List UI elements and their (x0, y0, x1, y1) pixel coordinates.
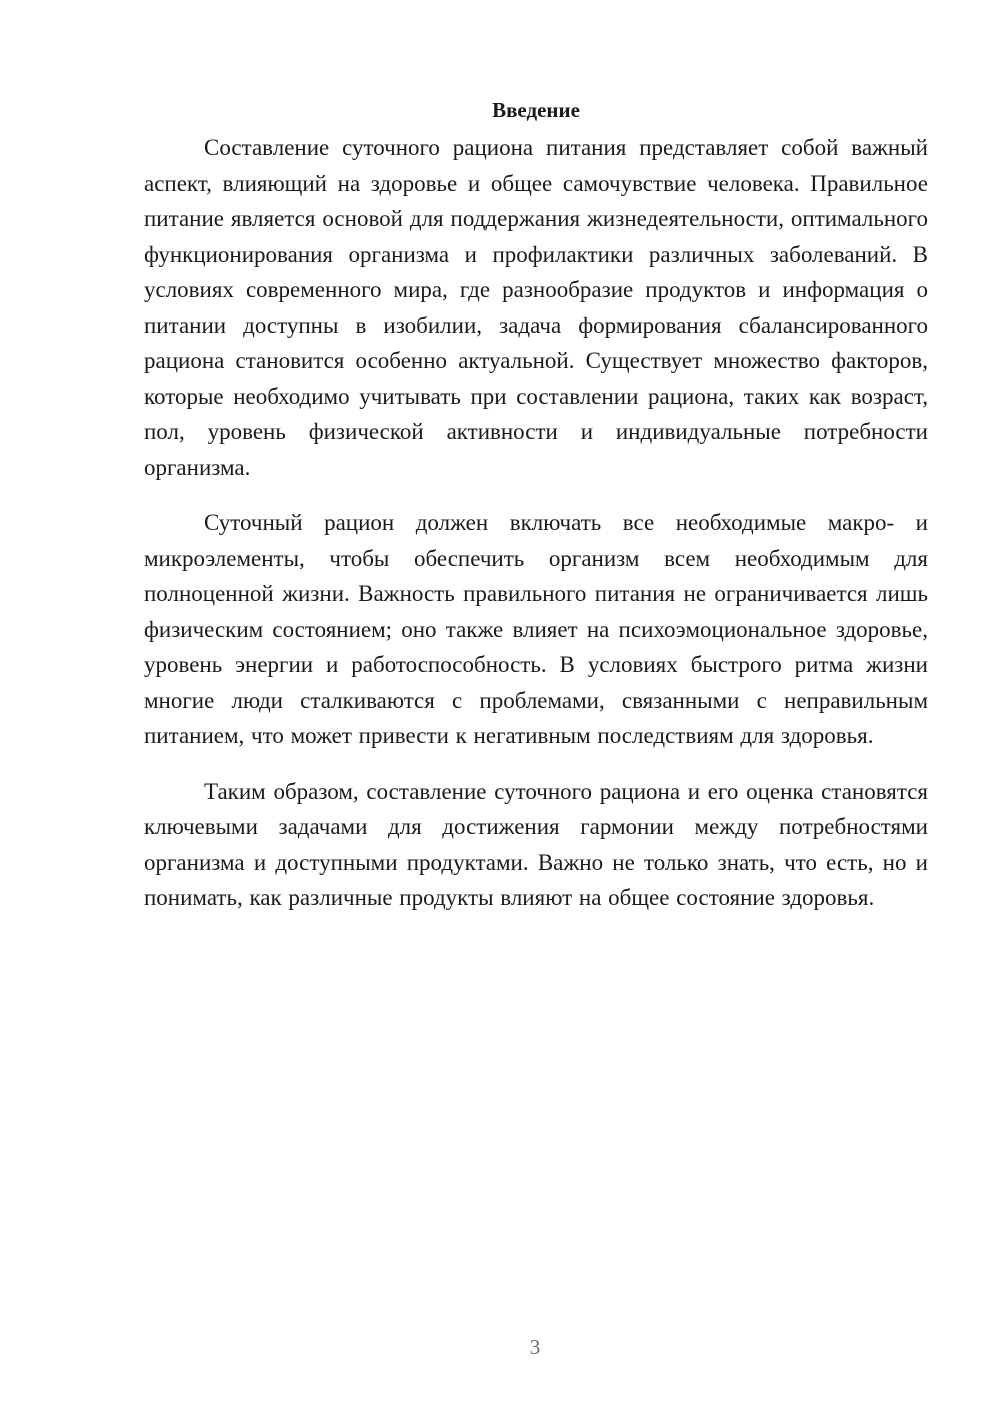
section-heading: Введение (492, 98, 580, 122)
page-content (144, 92, 928, 936)
paragraph-1: Составление суточного рациона питания представляет собой важный аспект, влияющий на здоровье и общее самочувствие человека. Правильное питание является основой для поддержания жизнедеятельности, оптимального функционирования организма и профилактики различных заболеваний. В условиях современного мира, где разнообразие продуктов и информация о питании доступны в изобилии, задача формирования сбалансированного рациона становится особенно актуальной. Существует множество факторов, которые необходимо учитывать при составлении рациона, таких как возраст, пол, уровень физической активности и индивидуальные потребности организма. (144, 135, 928, 480)
paragraph-3: Таким образом, составление суточного рациона и его оценка становятся ключевыми задачами для достижения гармонии между потребностями организма и доступными продуктами. Важно не только знать, что есть, но и понимать, как различные продукты влияют на общее состояние здоровья. (144, 778, 928, 910)
page-number: 3 (529, 1335, 541, 1359)
paragraph-2: Суточный рацион должен включать все необходимые макро- и микроэлементы, чтобы обеспечить организм всем необходимым для полноценной жизни. Важность правильного питания не ограничивается лишь физическим состоянием; оно также влияет на психоэмоциональное здоровье, уровень энергии и работоспособность. В условиях быстрого ритма жизни многие люди сталкиваются с проблемами, связанными с неправильным питанием, что может привести к негативным последствиям для здоровья. (144, 510, 928, 748)
